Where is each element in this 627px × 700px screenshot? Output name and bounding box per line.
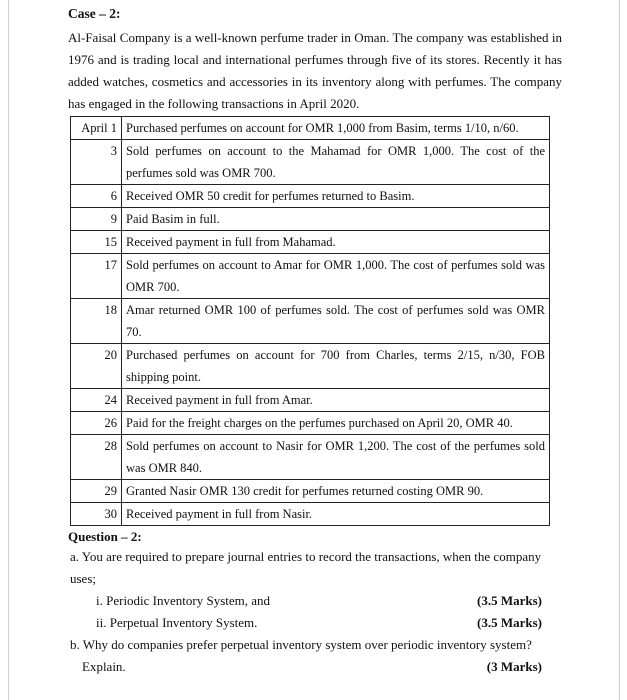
transaction-date: 30 [71, 503, 122, 526]
question-b: b. Why do companies prefer perpetual inventory system over periodic inventory system? [70, 637, 532, 652]
question-b-explain-text: Explain. [82, 659, 126, 674]
transaction-date: 29 [71, 480, 122, 503]
transaction-description: Received OMR 50 credit for perfumes returned to Basim. [122, 185, 550, 208]
question-title: Question – 2: [68, 529, 142, 544]
transaction-date: 9 [71, 208, 122, 231]
transaction-description: Purchased perfumes on account for OMR 1,000 from Basim, terms 1/10, n/60. [122, 117, 550, 140]
case-intro: Al-Faisal Company is a well-known perfume trader in Oman. The company was established in 1976 and is trading local and international perfumes through five of its stores. Recently it has added watches, cosmetics and accessories in its inventory along with perfumes. The company has engaged in the following transactions in April 2020. [68, 30, 562, 111]
transaction-date: 15 [71, 231, 122, 254]
transaction-row [71, 231, 550, 254]
transaction-date: 28 [71, 435, 122, 480]
transaction-date: 24 [71, 389, 122, 412]
transactions-table [70, 116, 550, 526]
transaction-description: Amar returned OMR 100 of perfumes sold. The cost of perfumes sold was OMR 70. [122, 299, 550, 344]
transaction-row [71, 344, 550, 389]
transaction-row [71, 185, 550, 208]
transaction-date: 6 [71, 185, 122, 208]
transaction-date: 3 [71, 140, 122, 185]
transaction-row [71, 480, 550, 503]
transaction-description: Sold perfumes on account to Amar for OMR 1,000. The cost of perfumes sold was OMR 700. [122, 254, 550, 299]
transaction-description: Sold perfumes on account to the Mahamad for OMR 1,000. The cost of the perfumes sold was OMR 700. [122, 140, 550, 185]
question-a: a. You are required to prepare journal entries to record the transactions, when the company uses; [70, 549, 542, 586]
transaction-row [71, 412, 550, 435]
transaction-row [71, 299, 550, 344]
transaction-description: Paid for the freight charges on the perfumes purchased on April 20, OMR 40. [122, 412, 550, 435]
document-page [68, 4, 562, 678]
transaction-row [71, 140, 550, 185]
page-right-border [619, 0, 620, 700]
question-a-item [96, 612, 562, 634]
transaction-row [71, 254, 550, 299]
transaction-description: Sold perfumes on account to Nasir for OMR 1,200. The cost of the perfumes sold was OMR 840. [122, 435, 550, 480]
marks-label: (3.5 Marks) [477, 593, 542, 608]
transaction-row [71, 117, 550, 140]
transaction-description: Paid Basim in full. [122, 208, 550, 231]
transaction-description: Granted Nasir OMR 130 credit for perfumes returned costing OMR 90. [122, 480, 550, 503]
question-b-explain [82, 656, 562, 678]
marks-label: (3 Marks) [486, 659, 542, 674]
case-title: Case – 2: [68, 6, 121, 21]
transaction-date: 26 [71, 412, 122, 435]
transaction-description: Received payment in full from Mahamad. [122, 231, 550, 254]
transaction-description: Received payment in full from Amar. [122, 389, 550, 412]
page-left-border [8, 0, 9, 700]
transaction-date: 17 [71, 254, 122, 299]
transaction-row [71, 389, 550, 412]
transaction-row [71, 503, 550, 526]
transaction-description: Received payment in full from Nasir. [122, 503, 550, 526]
question-a-item-label: ii. Perpetual Inventory System. [96, 615, 258, 630]
transaction-date: 18 [71, 299, 122, 344]
transaction-row [71, 208, 550, 231]
question-a-item-label: i. Periodic Inventory System, and [96, 593, 271, 608]
transaction-date: April 1 [71, 117, 122, 140]
transaction-row [71, 435, 550, 480]
question-a-item [96, 590, 562, 612]
marks-label: (3.5 Marks) [477, 615, 542, 630]
transaction-description: Purchased perfumes on account for 700 from Charles, terms 2/15, n/30, FOB shipping point. [122, 344, 550, 389]
transaction-date: 20 [71, 344, 122, 389]
